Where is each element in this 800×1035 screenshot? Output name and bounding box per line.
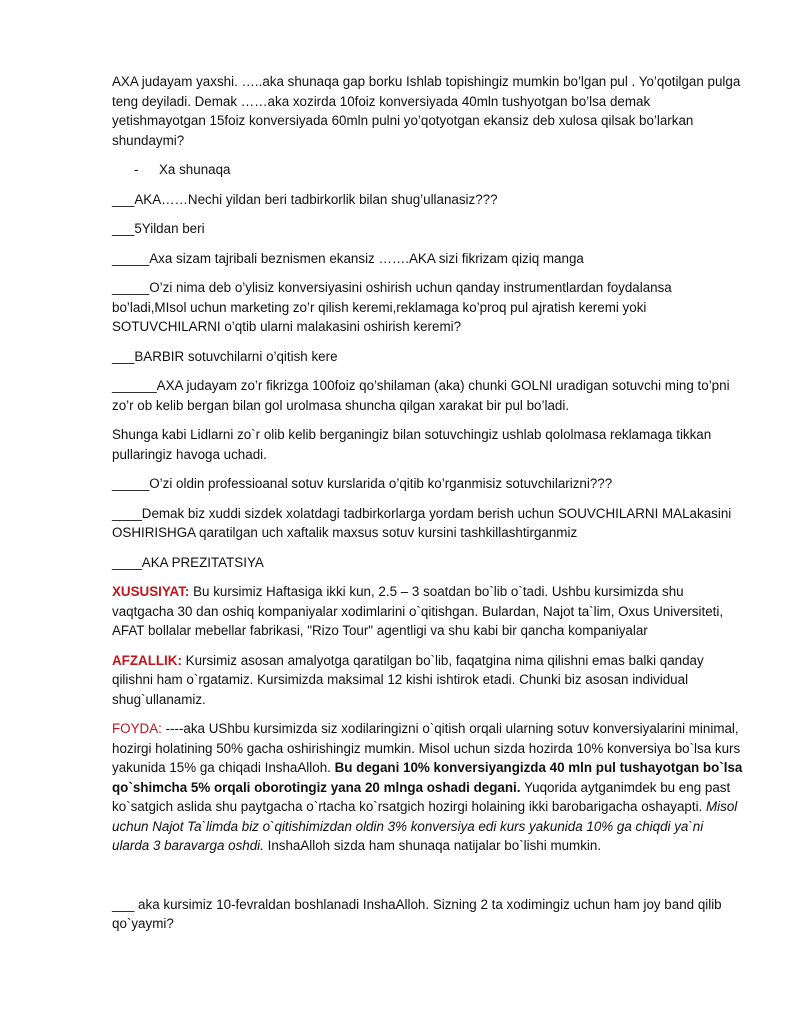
paragraph-instruments: _____O’zi nima deb o’ylisiz konversiyasini oshirish uchun qanday instrumentlardan foydalansa bo’ladi,MIsol uchun marketing zo’r qilish keremi,reklamaga ko’proq pul ajratish keremi yoki SOTUVCHILARNI o’qtib ularni malakasini oshirish keremi?: [112, 280, 672, 334]
bullet-dash: -: [134, 162, 139, 177]
paragraph-intro: AXA judayam yaxshi. …..aka shunaqa gap borku Ishlab topishingiz mumkin bo’lgan pul . Yo’qotilgan pulga teng deyiladi. Demak ……aka xozirda 10foiz konversiyada 40mln tushyotgan bo’lsa demak yetishmayotgan 15foiz konversiyada 60mln pulni yo’qotyotgan ekansiz deb xulosa qilsak bo’larkan shundaymi?: [112, 74, 741, 148]
paragraph-courses-question: _____O’zi oldin professioanal sotuv kurslarida o’qitib ko’rganmisiz sotuvchilarizni???: [112, 476, 613, 491]
afzallik-text: Kursimiz asosan amalyotga qaratilgan bo`lib, faqatgina nima qilishni emas balki qanday qilishni ham o`rgatamiz. Kursimizda maksimal 12 kishi ishtirok etadi. Chunki biz asosan individual shug`ullanamiz.: [112, 652, 704, 707]
foyda-italic-text: Misol uchun Najot Ta`limda biz o`qitishimizdan oldin 3% konversiya edi kurs yakunida 10% ga chiqdi ya`ni ularda 3 baravarga oshdi.: [112, 799, 738, 853]
bullet-item: [112, 160, 744, 180]
xususiyat-label: XUSUSIYAT:: [112, 584, 190, 599]
foyda-text-2: Yuqorida aytganimdek bu eng past ko`satgich aslida shu paytgacha o`rtacha ko`rsatgich hozirgi holaining ikki barobarigacha oshayapti.: [112, 779, 731, 814]
afzallik-label: AFZALLIK:: [112, 652, 182, 668]
paragraph-answer-years: ___5Yildan beri: [112, 221, 205, 236]
bullet-text: Xa shunaqa: [159, 162, 231, 177]
paragraph-presentation: ____AKA PREZITATSIYA: [112, 554, 264, 570]
paragraph-agree: ______AXA judayam zo’r fikrizga 100foiz qo’shilaman (aka) chunki GOLNI uradigan sotuvchi ming to’pni zo’r ob kelib bergan bilan gol urolmasa shuncha qilgan xarakat bir pul bo’ladi.: [112, 378, 730, 413]
foyda-label: FOYDA:: [112, 721, 162, 736]
paragraph-opinion: _____Axa sizam tajribali beznismen ekansiz …….AKA sizi fikrizam qiziq manga: [112, 250, 584, 266]
paragraph-foyda: [112, 719, 744, 856]
xususiyat-text: Bu kursimiz Haftasiga ikki kun, 2.5 – 3 soatdan bo`lib o`tadi. Ushbu kursimizda shu vaqtgacha 30 dan oshiq kompaniyalar xodimlarini o`qitishgan. Bulardan, Najot ta`lim, Oxus Universiteti, AFAT bollalar mebellar fabrikasi, "Rizo Tour" agentligi va shu kabi bir qancha kompaniyalar: [112, 584, 724, 638]
foyda-text-1: ----aka UShbu kursimizda siz xodilaringizni o`qitish orqali ularning sotuv konversiyalarini minimal, hozirgi holatining 50% gacha oshirishingiz mumkin. Misol uchun sizda hozirda 10% konversiya bo`lsa kurs yakunida 15% ga chiqadi InshaAlloh.: [112, 721, 741, 775]
paragraph-answer-training: ___BARBIR sotuvchilarni o’qitish kere: [112, 348, 338, 364]
paragraph-course-offer: ____Demak biz xuddi sizdek xolatdagi tadbirkorlarga yordam berish uchun SOUVCHILARNI MALakasini OSHIRISHGA qaratilgan uch xaftalik maxsus sotuv kursini tashkillashtirganmiz: [112, 505, 732, 540]
blank-spacer: [112, 866, 744, 895]
paragraph-afzallik: [112, 651, 744, 710]
foyda-text-3: InshaAlloh sizda ham shunaqa natijalar bo`lishi mumkin.: [263, 838, 602, 853]
paragraph-xususiyat: [112, 582, 744, 641]
paragraph-leads: Shunga kabi Lidlarni zo`r olib kelib berganingiz bilan sotuvchingiz ushlab qololmasa reklamaga tikkan pullaringiz havoga uchadi.: [112, 427, 712, 462]
foyda-bold-text: Bu degani 10% konversiyangizda 40 mln pul tushayotgan bo`lsa qo`shimcha 5% orqali oborotingiz yana 20 mlnga oshadi degani.: [112, 760, 743, 795]
paragraph-closing: ___ aka kursimiz 10-fevraldan boshlanadi InshaAlloh. Sizning 2 ta xodimingiz uchun ham joy band qilib qo`yaymi?: [112, 896, 722, 931]
paragraph-question-years: ___AKA……Nechi yildan beri tadbirkorlik bilan shug’ullanasiz???: [112, 191, 498, 207]
